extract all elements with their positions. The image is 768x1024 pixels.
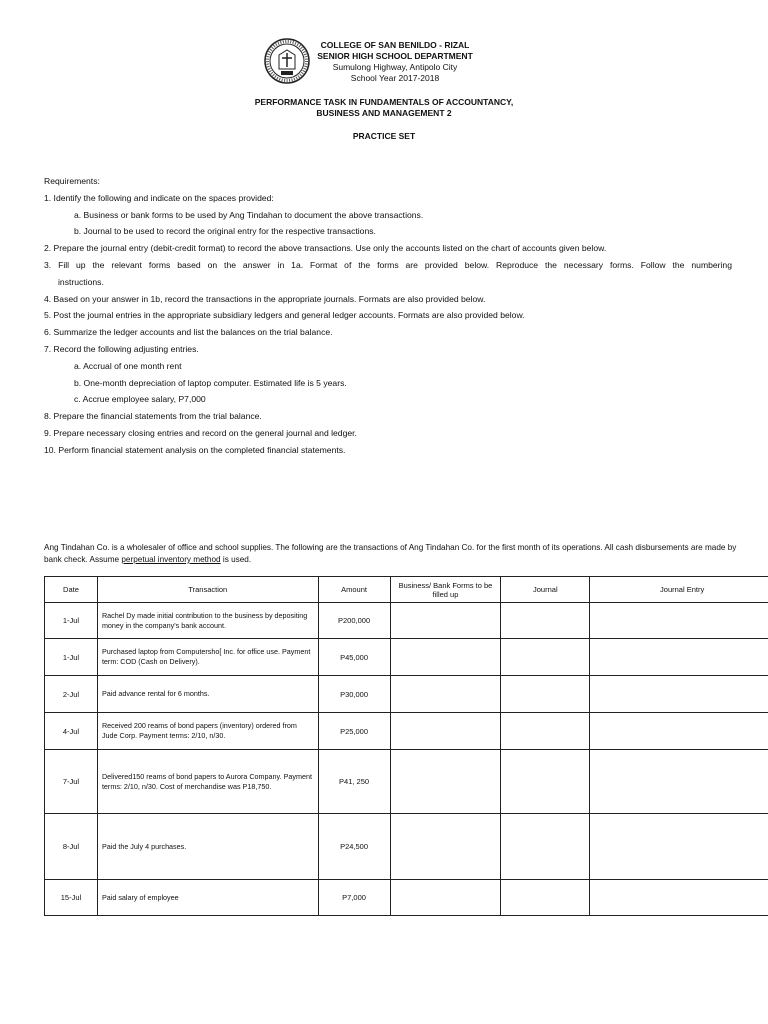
task-title-line1: PERFORMANCE TASK IN FUNDAMENTALS OF ACCOUNTANCY, [254,97,514,107]
cell-transaction: Received 200 reams of bond papers (inventory) ordered from Jude Corp. Payment terms: 2/10, n/30. [97,713,318,750]
letterhead [0,36,768,96]
requirement-item: 7. Record the following adjusting entries. [44,343,199,354]
school-address: Sumulong Highway, Antipolo City [332,62,458,72]
requirements-heading: Requirements: [44,176,100,186]
cell-amount: P200,000 [318,603,390,639]
cell-transaction: Paid advance rental for 6 months. [97,676,318,713]
cell-journal-entry-blank[interactable] [590,814,768,880]
cell-journal-blank[interactable] [501,713,590,750]
intro-text-end: is used. [220,555,252,564]
requirement-subitem: a. Business or bank forms to be used by Ang Tindahan to document the above transactions. [74,209,424,220]
school-year: School Year 2017-2018 [350,73,440,83]
cell-forms-blank[interactable] [390,676,501,713]
cell-forms-blank[interactable] [390,814,501,880]
cell-journal-entry-blank[interactable] [590,603,768,639]
cell-journal-blank[interactable] [501,814,590,880]
task-title-line2: BUSINESS AND MANAGEMENT 2 [316,108,452,118]
requirement-item: 10. Perform financial statement analysis on the completed financial statements. [44,444,346,455]
table-row [45,676,768,713]
requirement-item: 1. Identify the following and indicate on the spaces provided: [44,192,274,203]
cell-forms-blank[interactable] [390,880,501,916]
cell-transaction: Paid the July 4 purchases. [97,814,318,880]
requirement-item: 3. Fill up the relevant forms based on the answer in 1a. Format of the forms are provided below. Reproduce the necessary forms. Follow the numbering [44,259,732,270]
cell-transaction: Purchased laptop from Computersho[ Inc. for office use. Payment term: COD (Cash on Delivery). [97,639,318,676]
cell-journal-blank[interactable] [501,676,590,713]
table-row [45,639,768,676]
cell-transaction: Rachel Dy made initial contribution to the business by depositing money in the company's bank account. [97,603,318,639]
college-name: COLLEGE OF SAN BENILDO - RIZAL [320,40,470,50]
requirement-subitem: a. Accrual of one month rent [74,360,182,371]
requirement-subitem: b. One-month depreciation of laptop computer. Estimated life is 5 years. [74,377,347,388]
table-row [45,814,768,880]
cell-transaction: Delivered150 reams of bond papers to Aurora Company. Payment terms: 2/10, n/30. Cost of merchandise was P18,750. [97,750,318,814]
requirement-item: 5. Post the journal entries in the appropriate subsidiary ledgers and general ledger accounts. Formats are also provided below. [44,310,525,321]
cell-date: 1-Jul [45,639,98,676]
intro-underlined-term: perpetual inventory method [121,555,221,564]
requirement-item: 9. Prepare necessary closing entries and record on the general journal and ledger. [44,427,357,438]
cell-date: 4-Jul [45,713,98,750]
table-row [45,880,768,916]
intro-text: Ang Tindahan Co. is a wholesaler of office and school supplies. The following are the transactions of Ang Tindahan Co. for the first month of its operations. All cash disbursements are made by bank check. Assume [44,543,737,564]
cell-journal-entry-blank[interactable] [590,750,768,814]
requirement-subitem: b. Journal to be used to record the original entry for the respective transactions. [74,226,376,237]
cell-journal-blank[interactable] [501,639,590,676]
cell-amount: P41, 250 [318,750,390,814]
task-title [0,97,768,119]
header-date: Date [45,577,98,603]
table-row [45,603,768,639]
practice-set-title: PRACTICE SET [352,131,416,141]
cell-date: 1-Jul [45,603,98,639]
department-name: SENIOR HIGH SCHOOL DEPARTMENT [317,51,473,61]
cell-journal-entry-blank[interactable] [590,639,768,676]
cell-forms-blank[interactable] [390,639,501,676]
cell-date: 2-Jul [45,676,98,713]
header-transaction: Transaction [97,577,318,603]
cell-amount: P25,000 [318,713,390,750]
cell-amount: P7,000 [318,880,390,916]
header-forms: Business/ Bank Forms to be filled up [390,577,501,603]
cell-journal-blank[interactable] [501,603,590,639]
requirement-item: 6. Summarize the ledger accounts and list the balances on the trial balance. [44,327,333,338]
transactions-table [44,576,768,916]
requirement-item: 4. Based on your answer in 1b, record the transactions in the appropriate journals. Formats are also provided below. [44,293,486,304]
header-journal: Journal [501,577,590,603]
cell-forms-blank[interactable] [390,713,501,750]
cell-date: 7-Jul [45,750,98,814]
cell-forms-blank[interactable] [390,750,501,814]
cell-transaction: Paid salary of employee [97,880,318,916]
cell-journal-entry-blank[interactable] [590,713,768,750]
requirement-item: 8. Prepare the financial statements from the trial balance. [44,411,262,422]
cell-journal-blank[interactable] [501,880,590,916]
cell-forms-blank[interactable] [390,603,501,639]
table-header-row [45,577,768,603]
header-amount: Amount [318,577,390,603]
cell-date: 8-Jul [45,814,98,880]
table-row [45,713,768,750]
cell-amount: P30,000 [318,676,390,713]
requirement-item-continuation: instructions. [58,276,104,287]
cell-journal-entry-blank[interactable] [590,676,768,713]
table-row [45,750,768,814]
cell-journal-entry-blank[interactable] [590,880,768,916]
requirement-subitem: c. Accrue employee salary, P7,000 [74,394,206,405]
cell-amount: P45,000 [318,639,390,676]
requirements-section [44,173,732,459]
transactions-intro [44,542,744,566]
requirement-item: 2. Prepare the journal entry (debit-credit format) to record the above transactions. Use only the accounts listed on the chart of accounts given below. [44,243,607,254]
cell-date: 15-Jul [45,880,98,916]
cell-journal-blank[interactable] [501,750,590,814]
cell-amount: P24,500 [318,814,390,880]
header-journal-entry: Journal Entry [590,577,768,603]
